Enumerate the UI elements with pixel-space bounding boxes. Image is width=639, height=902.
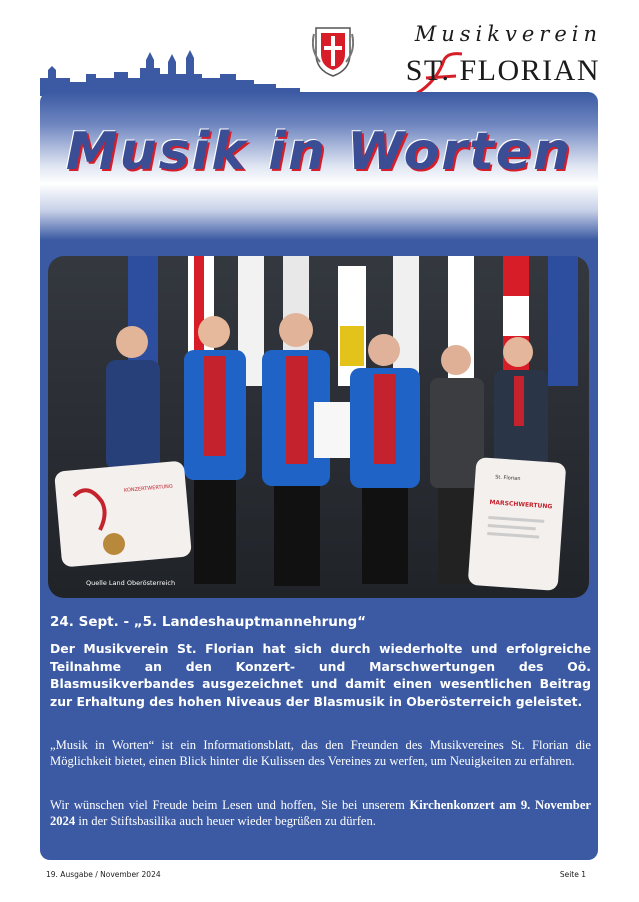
person-2	[184, 316, 246, 584]
concert-highlight: Kirchenkonzert am 9. November 2024	[50, 798, 591, 828]
certificate-right-text: MARSCHWERTUNG	[489, 499, 553, 511]
certificate-left-text: KONZERTWERTUNG	[123, 483, 174, 494]
page-number: Seite 1	[559, 870, 586, 879]
article-paragraph-1: „Musik in Worten“ ist ein Informationsblatt, das den Freunden des Musikvereines St. Florian die Möglichkeit bietet, einen Blick hinter die Kulissen des Vereines zu werfen, um Neuigkeiten zu erfahren.	[50, 738, 591, 768]
article-lead: Der Musikverein St. Florian hat sich durch wiederholte und erfolgreiche Teilnahme an den Konzert- und Marschwertungen des Oö. Blasmusikverbandes ausgezeichnet und damit einen wesentlichen Beitrag zur Erhaltung des hohen Niveaus der Blasmusik in Oberösterreich geleistet.	[50, 641, 591, 709]
masthead-logo	[312, 20, 602, 100]
certificate-inset-left	[54, 461, 192, 568]
group-photo-illustration	[48, 256, 589, 598]
title-banner	[40, 92, 598, 240]
group-photo	[48, 256, 589, 598]
person-4	[350, 334, 420, 584]
article-paragraph-2-start: Wir wünschen viel Freude beim Lesen und hoffen, Sie bei unserem	[50, 798, 410, 812]
crest-icon	[312, 24, 354, 78]
article-paragraph-2	[50, 797, 591, 829]
article-paragraph-2-end: in der Stiftsbasilika auch heuer wieder begrüßen zu dürfen.	[75, 814, 376, 828]
masthead-line-1: Musikverein	[414, 22, 602, 46]
certificate-inset-right	[468, 457, 567, 591]
abbey-skyline-icon	[40, 48, 300, 96]
article-headline: 24. Sept. - „5. Landeshauptmannehrung“	[50, 614, 367, 630]
masthead-line-2: ST. FLORIAN	[405, 54, 600, 87]
photo-credit: Quelle Land Oberösterreich	[86, 579, 176, 587]
page-title: Musik in Worten	[65, 122, 573, 182]
certificate-right-sub: St. Florian	[494, 474, 521, 483]
issue-label: 19. Ausgabe / November 2024	[46, 870, 161, 879]
